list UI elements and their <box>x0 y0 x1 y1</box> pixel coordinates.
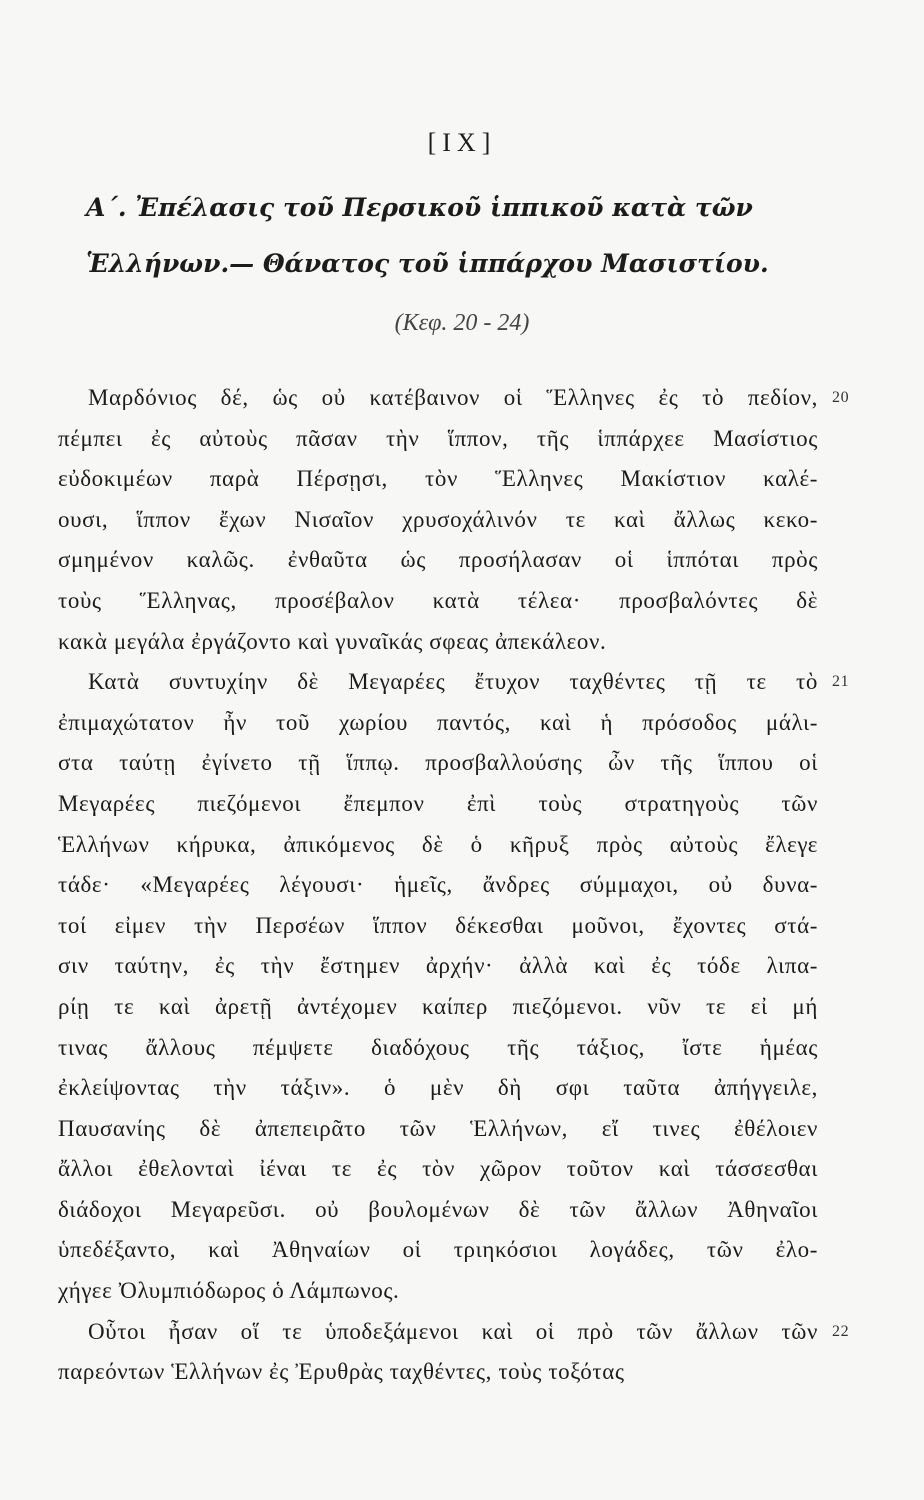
text-line <box>58 500 818 541</box>
text-line-content: σμημένον καλῶς. ἐνθαῦτα ὡς προσήλασαν οἱ ἱππόται πρὸς <box>58 547 818 573</box>
text-line <box>58 1312 850 1353</box>
text-line <box>58 662 850 703</box>
text-line-content: Παυσανίης δὲ ἀπεπειρᾶτο τῶν Ἑλλήνων, εἴ τινες ἐθέλοιεν <box>58 1115 818 1141</box>
text-line-content: ρίῃ τε καὶ ἀρετῇ ἀντέχομεν καίπερ πιεζόμενοι. νῦν τε εἰ μή <box>58 993 818 1019</box>
text-line-content: σιν ταύτην, ἐς τὴν ἔστημεν ἀρχήν· ἀλλὰ καὶ ἐς τόδε λιπα- <box>58 953 818 979</box>
text-line-content: πέμπει ἐς αὐτοὺς πᾶσαν τὴν ἵππον, τῆς ἱππάρχεε Μασίστιος <box>58 425 818 451</box>
text-line-content: παρεόντων Ἑλλήνων ἐς Ἐρυθρὰς ταχθέντες, τοὺς τοξότας <box>58 1359 625 1385</box>
text-line-content: Μαρδόνιος δέ, ὡς οὐ κατέβαινον οἱ Ἕλληνες ἐς τὸ πεδίον, <box>88 385 818 410</box>
body-text <box>58 378 850 1393</box>
text-line <box>58 987 818 1028</box>
margin-chapter-number: 21 <box>832 673 850 691</box>
text-line <box>58 1068 818 1109</box>
text-line <box>58 825 818 866</box>
text-line <box>58 459 818 500</box>
margin-chapter-number: 20 <box>832 389 850 406</box>
margin-chapter-number: 22 <box>832 1322 850 1340</box>
text-line <box>58 419 818 460</box>
text-line <box>58 378 850 419</box>
heading-line-2: Ἑλλήνων.— Θάνατος τοῦ ἱππάρχου Μασιστίου. <box>86 249 769 278</box>
text-line-content: χήγεε Ὀλυμπιόδωρος ὁ Λάμπωνος. <box>58 1278 400 1304</box>
text-line-content: ἄλλοι ἐθελονταὶ ἰέναι τε ἐς τὸν χῶρον τοῦτον καὶ τάσσεσθαι <box>58 1156 818 1182</box>
text-line-content: Οὗτοι ἦσαν οἵ τε ὑποδεξάμενοι καὶ οἱ πρὸ τῶν ἄλλων τῶν <box>88 1318 818 1344</box>
text-line <box>58 1352 818 1393</box>
text-line-content: τινας ἄλλους πέμψετε διαδόχους τῆς τάξιος, ἴστε ἡμέας <box>58 1034 818 1060</box>
text-line <box>58 906 818 947</box>
text-line-content: Ἑλλήνων κήρυκα, ἀπικόμενος δὲ ὁ κῆρυξ πρὸς αὐτοὺς ἔλεγε <box>58 831 818 857</box>
text-line-content: τοὺς Ἕλληνας, προσέβαλον κατὰ τέλεα· προσβαλόντες δὲ <box>58 587 818 613</box>
text-line <box>58 622 818 663</box>
text-line-content: ὑπεδέξαντο, καὶ Ἀθηναίων οἱ τριηκόσιοι λογάδες, τῶν ἐλο- <box>58 1237 818 1263</box>
text-line-content: τάδε· «Μεγαρέες λέγουσι· ἡμεῖς, ἄνδρες σύμμαχοι, οὐ δυνα- <box>58 872 818 898</box>
text-line-content: Μεγαρέες πιεζόμενοι ἔπεμπον ἐπὶ τοὺς στρατηγοὺς τῶν <box>58 790 818 816</box>
text-line <box>58 1271 818 1312</box>
text-line <box>58 1028 818 1069</box>
text-line-content: ἐκλείψοντας τὴν τάξιν». ὁ μὲν δὴ σφι ταῦτα ἀπήγγειλε, <box>58 1075 818 1101</box>
text-line <box>58 743 818 784</box>
text-line-content: εὐδοκιμέων παρὰ Πέρσῃσι, τὸν Ἕλληνες Μακίστιον καλέ- <box>58 466 818 492</box>
text-line-content: ἐπιμαχώτατον ἦν τοῦ χωρίου παντός, καὶ ἡ πρόσοδος μάλι- <box>58 709 818 735</box>
text-line <box>58 1230 818 1271</box>
text-line-content: κακὰ μεγάλα ἐργάζοντο καὶ γυναῖκάς σφεας ἀπεκάλεον. <box>58 628 607 654</box>
text-line <box>58 540 818 581</box>
text-line <box>58 1190 818 1231</box>
text-line <box>58 1109 818 1150</box>
text-line <box>58 784 818 825</box>
text-line <box>58 865 818 906</box>
section-number: [IX] <box>427 128 497 157</box>
chapter-reference: (Κεφ. 20 - 24) <box>394 310 530 336</box>
text-line-content: στα ταύτῃ ἐγίνετο τῇ ἵππῳ. προσβαλλούσης ὦν τῆς ἵππου οἱ <box>58 750 818 776</box>
text-line <box>58 946 818 987</box>
text-line-content: διάδοχοι Μεγαρεῦσι. οὐ βουλομένων δὲ τῶν ἄλλων Ἀθηναῖοι <box>58 1196 818 1222</box>
text-line-content: τοί εἰμεν τὴν Περσέων ἵππον δέκεσθαι μοῦνοι, ἔχοντες στά- <box>58 912 818 938</box>
text-line <box>58 703 818 744</box>
chapter-heading <box>86 180 826 292</box>
text-line-content: Κατὰ συντυχίην δὲ Μεγαρέες ἔτυχον ταχθέντες τῇ τε τὸ <box>88 669 818 695</box>
text-line-content: ουσι, ἵππον ἔχων Νισαῖον χρυσοχάλινόν τε καὶ ἄλλως κεκο- <box>58 506 818 532</box>
text-line <box>58 581 818 622</box>
heading-line-1: Α΄. Ἐπέλασις τοῦ Περσικοῦ ἱππικοῦ κατὰ τῶν <box>86 193 753 222</box>
text-line <box>58 1149 818 1190</box>
